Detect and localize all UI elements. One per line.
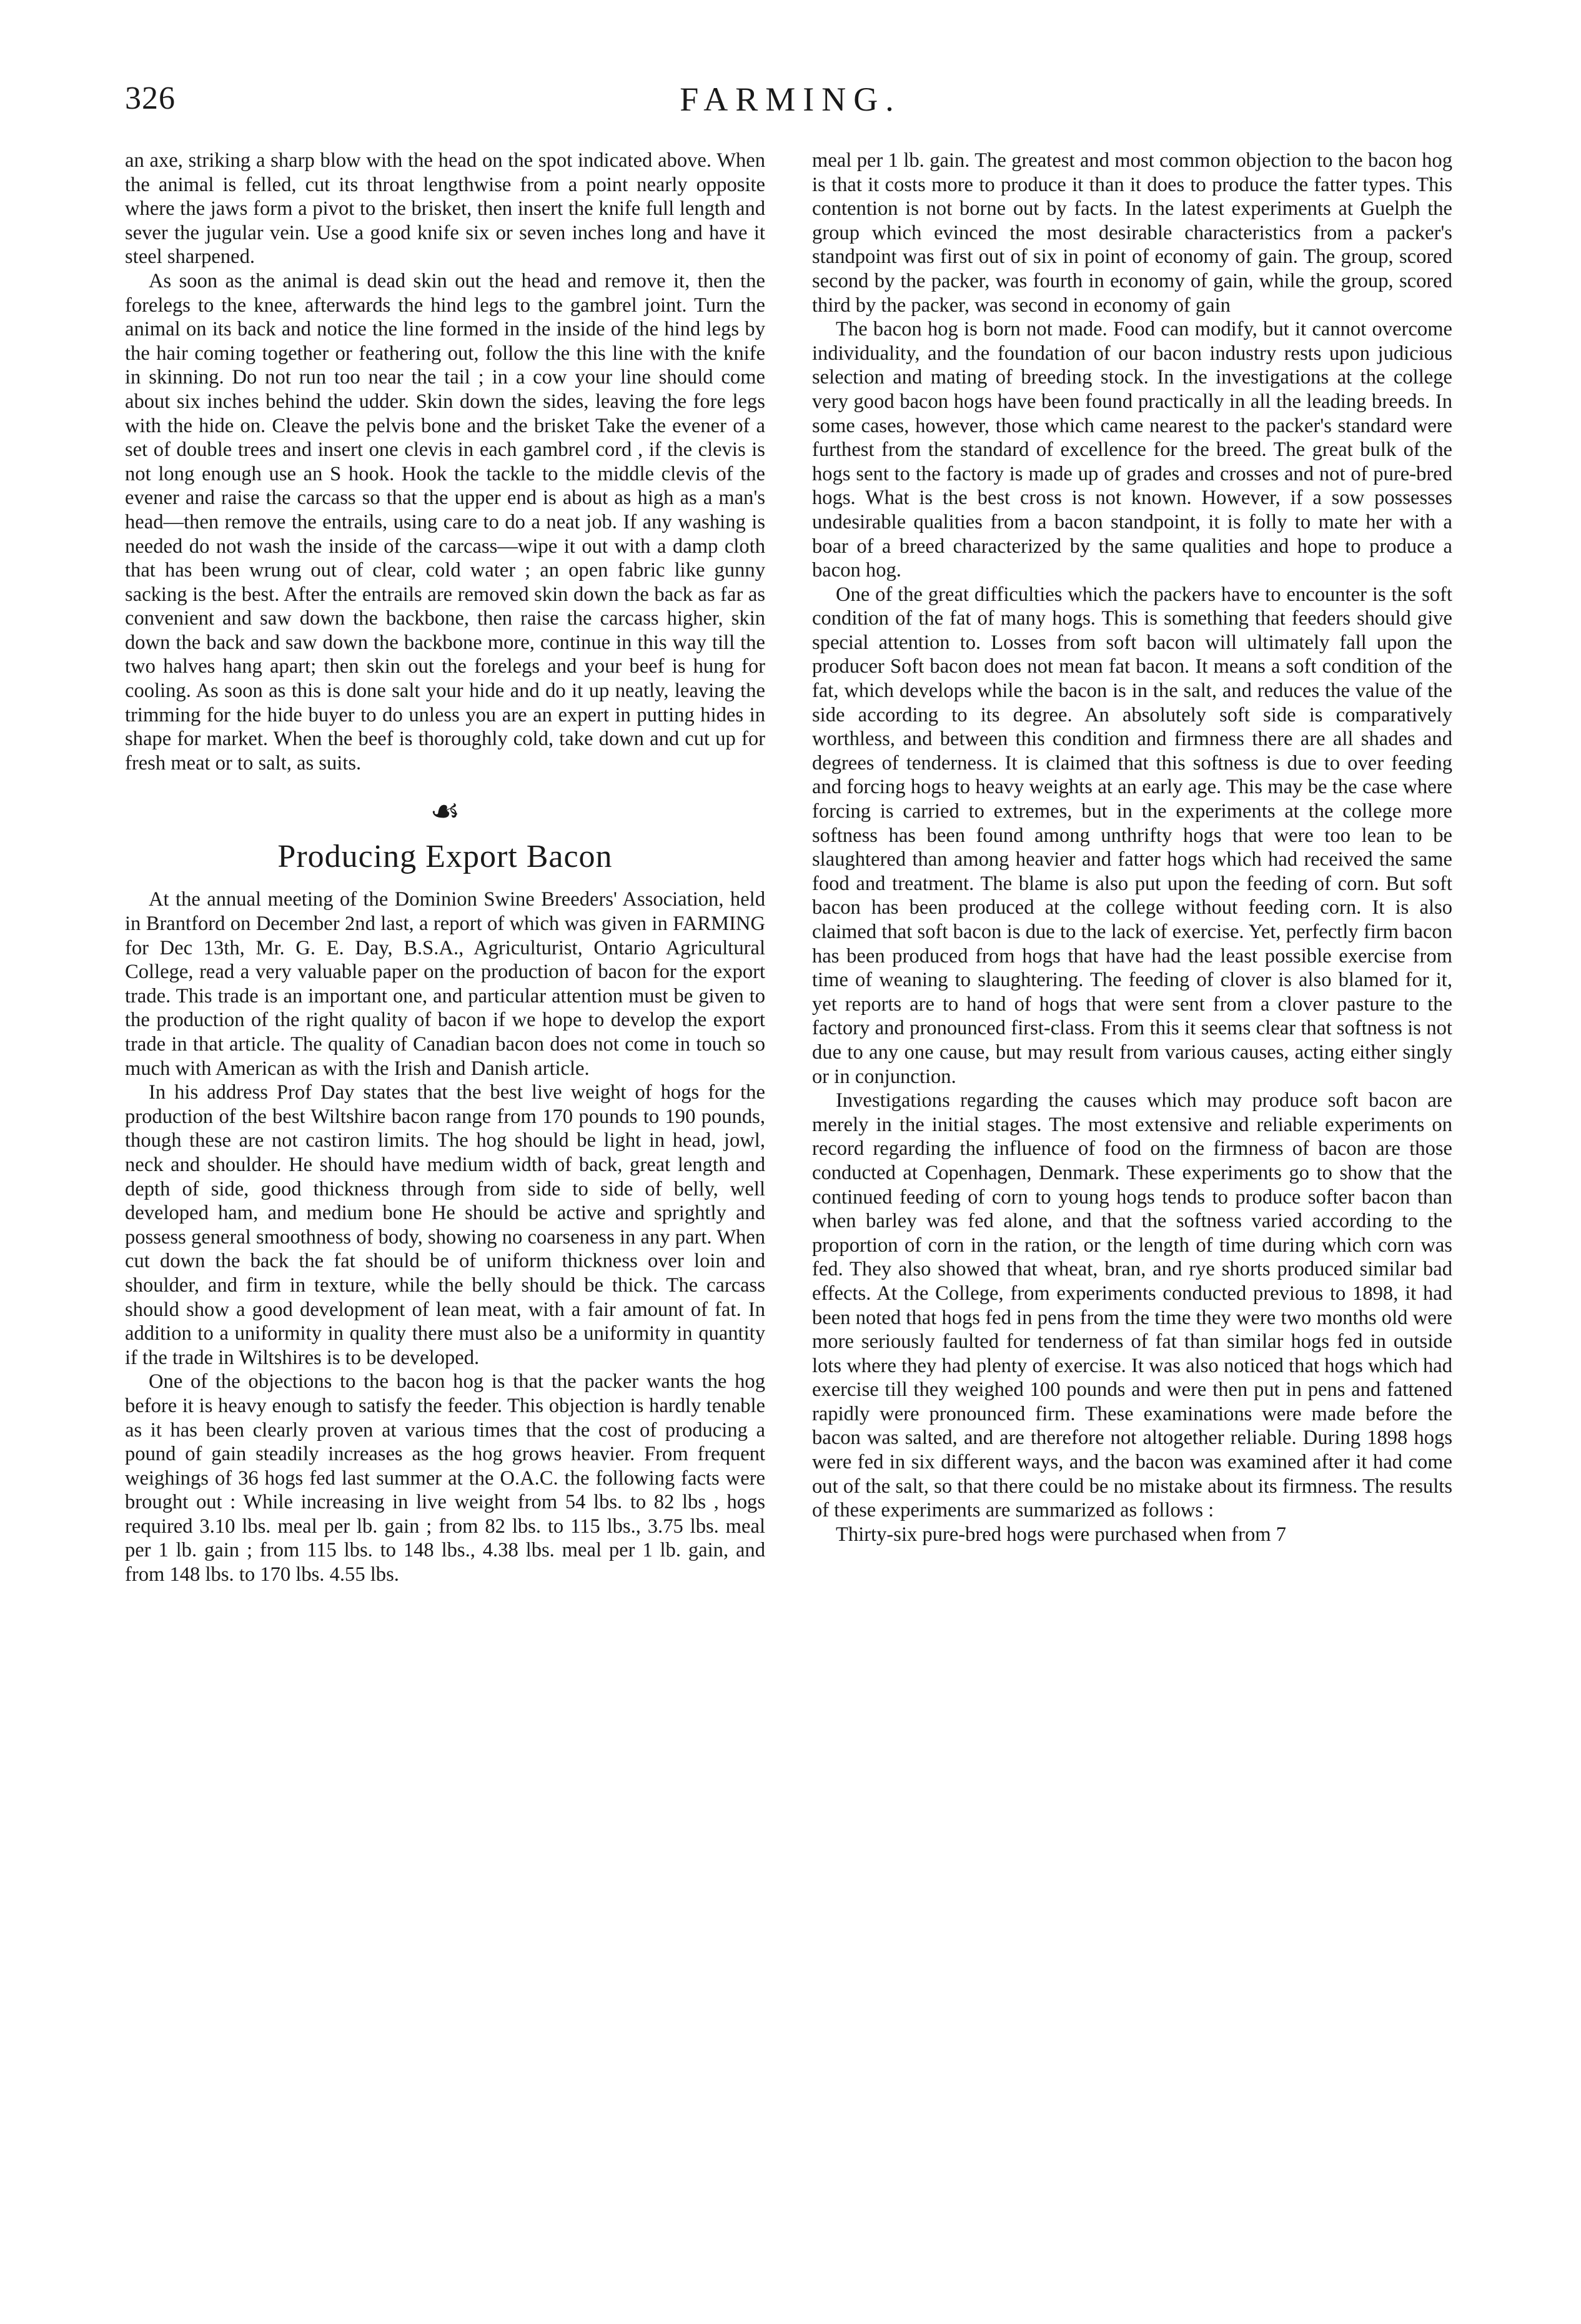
- paragraph-investigations: Investigations regarding the causes which may produce soft bacon are merely in the initial stages. The most extensive and reliable experiments on record regarding the influence of food on the firmness of bacon are those conducted at Copenhagen, Denmark. These experiments go to show that the continued feeding of corn to young hogs tends to produce softer bacon than when barley was fed alone, and that the softness varied according to the proportion of corn in the ration, or the length of time during which corn was fed. They also showed that wheat, bran, and rye shorts produced similar bad effects. At the College, from experiments conducted previous to 1898, it had been noted that hogs fed in pens from the time they were two months old were more seriously faulted for tenderness of fat than similar hogs fed in outside lots where they had plenty of exercise. It was also noticed that hogs which had exercise till they weighed 100 pounds and were then put in pens and fattened rapidly were pronounced firm. These examinations were made before the bacon was salted, and are therefore not altogether reliable. During 1898 hogs were fed in six different ways, and the bacon was examined after it had come out of the salt, so that there could be no mistake about its firmness. The results of these experiments are summarized as follows :: [812, 1089, 1452, 1522]
- text-columns: [125, 149, 1452, 2235]
- paragraph-skinning: As soon as the animal is dead skin out the head and remove it, then the forelegs to the knee, afterwards the hind legs to the gambrel joint. Turn the animal on its back and notice the line formed in the inside of the hind legs by the hair coming together or feathering out, follow the this line with the knife in skinning. Do not run too near the tail ; in a cow your line should come about six inches behind the udder. Skin down the sides, leaving the fore legs with the hide on. Cleave the pelvis bone and the brisket Take the evener of a set of double trees and insert one clevis in each gambrel cord , if the clevis is not long enough use an S hook. Hook the tackle to the middle clevis of the evener and raise the carcass so that the upper end is about as high as a man's head—then remove the entrails, using care to do a neat job. If any washing is needed do not wash the inside of the carcass—wipe it out with a damp cloth that has been wrung out of clear, cold water ; an open fabric like gunny sacking is the best. After the entrails are removed skin down the back as far as convenient and saw down the backbone, then raise the carcass higher, skin down the back and saw down the backbone more, continue in this way till the two halves hang apart; then skin out the forelegs and your beef is hung for cooling. As soon as this is done salt your hide and do it up neatly, leaving the trimming for the hide buyer to do unless you are an expert in putting hides in shape for market. When the beef is thoroughly cold, take down and cut up for fresh meat or to salt, as suits.: [125, 269, 765, 774]
- paragraph-thirty-six-hogs: Thirty-six pure-bred hogs were purchased when from 7: [836, 1523, 1287, 1546]
- page-number: 326: [125, 81, 176, 116]
- article-title: Producing Export Bacon: [277, 839, 613, 875]
- paragraph-slaughter-continued: an axe, striking a sharp blow with the head on the spot indicated above. When the animal is felled, cut its throat lengthwise from a point nearly opposite where the jaws form a pivot to the brisket, then insert the knife full length and sever the jugular vein. Use a good knife six or seven inches long and have it steel sharpened.: [125, 149, 765, 269]
- paragraph-soft-bacon: One of the great difficulties which the packers have to encounter is the soft condition of the fat of many hogs. This is something that feeders should give special attention to. Losses from soft bacon will ultimately fall upon the producer Soft bacon does not mean fat bacon. It means a soft condition of the fat, which develops while the bacon is in the salt, and reduces the value of the side according to its degree. An absolutely soft side is comparatively worthless, and between this condition and firmness there are all shades and degrees of tenderness. It is claimed that this softness is due to over feeding and forcing hogs to heavy weights at an early age. This may be the case where forcing is carried to extremes, but in the experiments at the college more softness has been found among unthrifty hogs that were too lean to be slaughtered than among heavier and fatter hogs which had received the same food and treatment. The blame is also put upon the feeding of corn. But soft bacon has been produced at the college without feeding corn. It is also claimed that soft bacon is due to the lack of exercise. Yet, perfectly firm bacon has been produced from hogs that have had the least possible exercise from time of weaning to slaughtering. The feeding of clover is also blamed for it, yet reports are to hand of hogs that were sent from a clover pasture to the factory and pronounced first-class. From this it seems clear that softness is not due to any one cause, but may result from various causes, acting either singly or in conjunction.: [812, 583, 1452, 1088]
- paragraph-born-not-made: The bacon hog is born not made. Food can modify, but it cannot overcome individuality, and the foundation of our bacon industry rests upon judicious selection and mating of breeding stock. In the investigations at the college very good bacon hogs have been found practically in all the leading breeds. In some cases, however, those which came nearest to the packer's standard were furthest from the standard of excellence for the breed. The great bulk of the hogs sent to the factory is made up of grades and crosses and not of pure-bred hogs. What is the best cross is not known. However, if a sow possesses undesirable qualities from a bacon standpoint, it is folly to mate her with a boar of a breed characterized by the same qualities and hope to produce a bacon hog.: [812, 318, 1452, 582]
- paragraph-economy-of-gain: meal per 1 lb. gain. The greatest and most common objection to the bacon hog is that it costs more to produce it than it does to produce the fatter types. This contention is not borne out by facts. In the latest experiments at Guelph the group which evinced the most desirable characteristics from a packer's standpoint was first out of six in point of economy of gain. The group, scored second by the packer, was fourth in economy of gain, while the group, scored third by the packer, was second in economy of gain: [812, 149, 1452, 317]
- running-title: FARMING.: [680, 81, 901, 118]
- right-column: [812, 149, 1452, 2235]
- ornament-icon: ☙: [430, 793, 460, 831]
- paragraph-annual-meeting: At the annual meeting of the Dominion Swine Breeders' Association, held in Brantford on December 2nd last, a report of which was given in FARMING for Dec 13th, Mr. G. E. Day, B.S.A., Agriculturist, Ontario Agricultural College, read a very valuable paper on the production of bacon for the export trade. This trade is an important one, and particular attention must be given to the production of the right quality of bacon if we hope to develop the export trade in that article. The quality of Canadian bacon does not come in touch so much with American as with the Irish and Danish article.: [125, 888, 765, 1080]
- page-header: [125, 80, 1456, 130]
- left-column: [125, 149, 765, 2235]
- paragraph-live-weight: In his address Prof Day states that the best live weight of hogs for the production of the best Wiltshire bacon range from 170 pounds to 190 pounds, though these are not castiron limits. The hog should be light in head, jowl, neck and shoulder. He should have medium width of back, great length and depth of side, good thickness through from side to side of belly, well developed ham, and medium bone He should be active and sprightly and possess general smoothness of body, showing no coarseness in any part. When cut down the back the fat should be of uniform thickness over loin and shoulder, and firm in texture, while the belly should be thick. The carcass should show a good development of lean meat, with a fair amount of fat. In addition to a uniformity in quality there must also be a uniformity in quantity if the trade in Wiltshires is to be developed.: [125, 1081, 765, 1369]
- paragraph-objections: One of the objections to the bacon hog is that the packer wants the hog before it is heavy enough to satisfy the feeder. This objection is hardly tenable as it has been clearly proven at various times that the cost of producing a pound of gain steadily increases as the hog grows heavier. From frequent weighings of 36 hogs fed last summer at the O.A.C. the following facts were brought out : While increasing in live weight from 54 lbs. to 82 lbs , hogs required 3.10 lbs. meal per lb. gain ; from 82 lbs. to 115 lbs., 3.75 lbs. meal per 1 lb. gain ; from 115 lbs. to 148 lbs., 4.38 lbs. meal per 1 lb. gain, and from 148 lbs. to 170 lbs. 4.55 lbs.: [125, 1370, 765, 1586]
